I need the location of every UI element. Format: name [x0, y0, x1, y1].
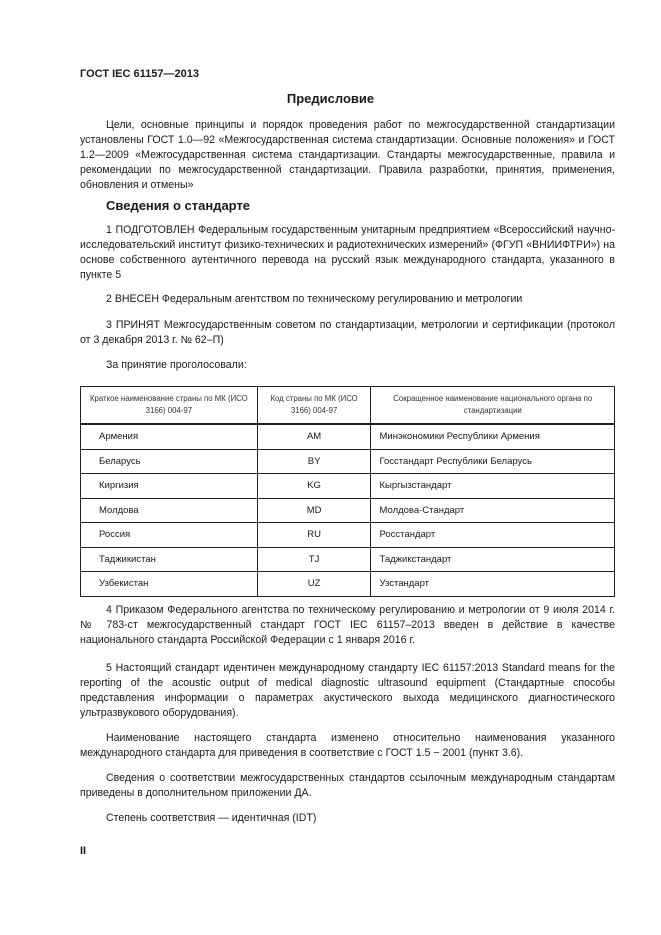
- table-row: [81, 523, 615, 548]
- code-cell: MD: [257, 498, 371, 523]
- page-number: II: [80, 845, 87, 857]
- preface-paragraph: Цели, основные принципы и порядок проведения работ по межгосударственной стандартизации установлены ГОСТ 1.0—92 «Межгосударственная система стандартизации. Основные положения» и ГОСТ 1.2—2009 «Межгосударственная система стандартизации. Стандарты межгосударственные, правила и рекомендации по межгосударственной стандартизации. Правила разработки, принятия, применения, обновления и отмены»: [80, 119, 615, 191]
- code-cell: RU: [257, 523, 371, 548]
- countries-table: [80, 386, 615, 597]
- body-cell: Госстандарт Республики Беларусь: [371, 449, 615, 474]
- code-cell: TJ: [257, 547, 371, 572]
- section-heading: Сведения о стандарте: [106, 198, 251, 213]
- country-cell: Армения: [81, 424, 258, 449]
- country-cell: Таджикистан: [81, 547, 258, 572]
- code-cell: BY: [257, 449, 371, 474]
- code-cell: AM: [257, 424, 371, 449]
- table-row: [81, 498, 615, 523]
- voted-label: За принятие проголосовали:: [106, 359, 247, 371]
- item-1: 1 ПОДГОТОВЛЕН Федеральным государственным унитарным предприятием «Всероссийский научно-исследовательский институт физико-технических и радиотехнических измерений» (ФГУП «ВНИИФТРИ») на основе собственного аутентичного перевода на русский язык международного стандарта, указанного в пункте 5: [80, 224, 615, 281]
- country-cell: Россия: [81, 523, 258, 548]
- body-cell: Минэкономики Республики Армения: [371, 424, 615, 449]
- code-cell: KG: [257, 474, 371, 499]
- table-row: [81, 449, 615, 474]
- item-4: 4 Приказом Федерального агентства по техническому регулированию и метрологии от 9 июля 2014 г. № 783-ст межгосударственный стандарт ГОСТ IEC 61157–2013 введен в действие в качестве национального стандарта Российской Федерации с 1 января 2016 г.: [80, 604, 615, 646]
- header-code: Код страны по МК (ИСО 3166) 004-97: [257, 387, 371, 425]
- item-2: 2 ВНЕСЕН Федеральным агентством по техническому регулированию и метрологии: [106, 293, 523, 305]
- header-country: Краткое наименование страны по МК (ИСО 3166) 004-97: [81, 387, 258, 425]
- country-cell: Киргизия: [81, 474, 258, 499]
- degree-of-correspondence: Степень соответствия — идентичная (IDT): [106, 812, 317, 824]
- table-row: [81, 424, 615, 449]
- country-cell: Молдова: [81, 498, 258, 523]
- name-note: Наименование настоящего стандарта изменено относительно наименования указанного международного стандарта для приведения в соответствие с ГОСТ 1.5 − 2001 (пункт 3.6).: [80, 732, 615, 759]
- header-body: Сокращенное наименование национального органа по стандартизации: [371, 387, 615, 425]
- table-row: [81, 547, 615, 572]
- item-3: 3 ПРИНЯТ Межгосударственным советом по стандартизации, метрологии и сертификации (протокол от 3 декабря 2013 г. № 62–П): [80, 319, 615, 346]
- body-cell: Росстандарт: [371, 523, 615, 548]
- country-cell: Беларусь: [81, 449, 258, 474]
- table-header-row: [81, 387, 615, 425]
- item-5: 5 Настоящий стандарт идентичен международному стандарту IEC 61157:2013 Standard means for the reporting of the acoustic output of medical diagnostic ultrasound equipment (Стандартные способы представления информации о параметрах акустического выхода медицинского диагностического ультразвукового оборудования).: [80, 662, 615, 719]
- document-header: ГОСТ IEC 61157—2013: [80, 68, 199, 80]
- country-cell: Узбекистан: [81, 572, 258, 597]
- table-row: [81, 572, 615, 597]
- correspondence-note: Сведения о соответствии межгосударственных стандартов ссылочным международным стандартам приведены в дополнительном приложении ДА.: [80, 772, 615, 799]
- body-cell: Молдова-Стандарт: [371, 498, 615, 523]
- body-cell: Кыргызстандарт: [371, 474, 615, 499]
- table-row: [81, 474, 615, 499]
- body-cell: Таджикстандарт: [371, 547, 615, 572]
- body-cell: Узстандарт: [371, 572, 615, 597]
- page-title: Предисловие: [286, 91, 375, 106]
- code-cell: UZ: [257, 572, 371, 597]
